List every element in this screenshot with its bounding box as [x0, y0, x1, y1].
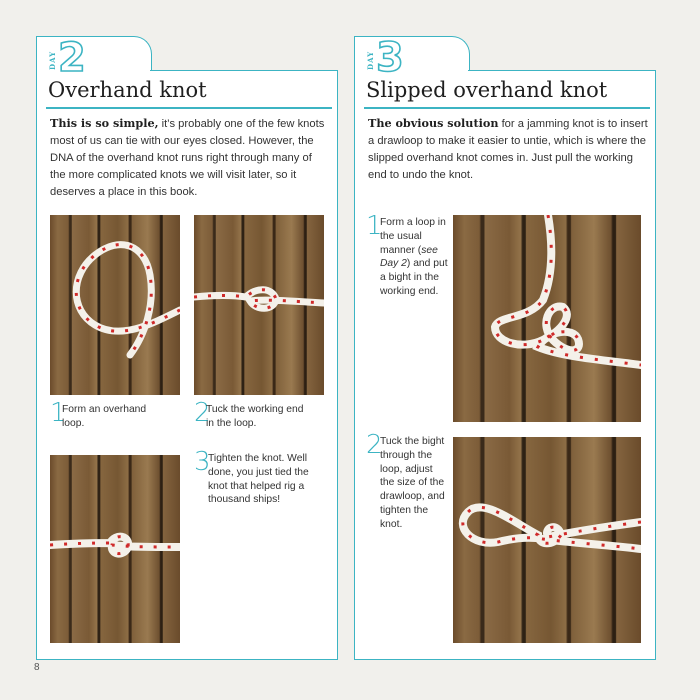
step-number: 2	[194, 398, 211, 428]
right-title: Slipped overhand knot	[366, 78, 608, 102]
right-intro	[368, 115, 648, 184]
rope-knot-illustration	[50, 455, 180, 643]
left-intro-body: it’s probably one of the few knots most of us can tie with our eyes closed. However, the DNA of the overhand knot runs right through many of the more complicated knots we will visit later, so it deserves a place in this book.	[50, 118, 325, 198]
step-number: 2	[366, 430, 383, 460]
step-text	[380, 216, 448, 299]
step-number: 3	[194, 447, 211, 477]
left-step-1	[50, 398, 180, 443]
rope-slipped-knot-illustration	[453, 437, 641, 643]
page-number: 8	[34, 662, 40, 673]
step-number: 1	[50, 398, 67, 428]
rope-loop-illustration	[50, 215, 180, 395]
step-text-part: Form a loop in the usual manner (	[380, 217, 446, 256]
step-text: Tuck the bight through the loop, adjust the size of the drawloop, and tighten the knot.	[380, 436, 445, 530]
right-intro-lead: The obvious solution	[368, 116, 499, 130]
left-day-label: DAY	[48, 50, 57, 70]
left-photo-step-2	[194, 215, 324, 395]
step-text: Form an overhand loop.	[62, 404, 147, 429]
right-step-1	[366, 211, 448, 316]
left-photo-step-1	[50, 215, 180, 395]
step-text: Tighten the knot. Well done, you just tied the knot that helped rig a thousand ships!	[208, 453, 309, 506]
rope-tuck-illustration	[194, 215, 324, 395]
step-text-part: ) and put a bight in the working end.	[380, 258, 448, 297]
left-photo-step-3	[50, 455, 180, 643]
left-step-2	[194, 398, 324, 443]
left-intro-lead: This is so simple,	[50, 116, 159, 130]
left-title: Overhand knot	[48, 78, 207, 102]
left-day-number: 2	[58, 35, 86, 81]
right-day-label: DAY	[366, 50, 375, 70]
rope-bight-illustration	[453, 215, 641, 422]
step-number: 1	[366, 211, 383, 241]
right-intro-body: for a jamming knot is to insert a drawloop to make it easier to untie, which is where the slipped overhand knot comes in. Just pull the working end to undo the knot.	[368, 118, 648, 181]
right-step-2	[366, 430, 446, 555]
step-text: Tuck the working end in the loop.	[206, 404, 304, 429]
right-photo-step-1	[453, 215, 641, 422]
left-step-3	[194, 447, 329, 512]
left-title-rule	[46, 107, 332, 109]
right-photo-step-2	[453, 437, 641, 643]
right-title-rule	[364, 107, 650, 109]
right-day-number: 3	[376, 35, 404, 81]
left-intro	[50, 115, 330, 201]
step-text-reference: see Day 2	[380, 244, 438, 270]
